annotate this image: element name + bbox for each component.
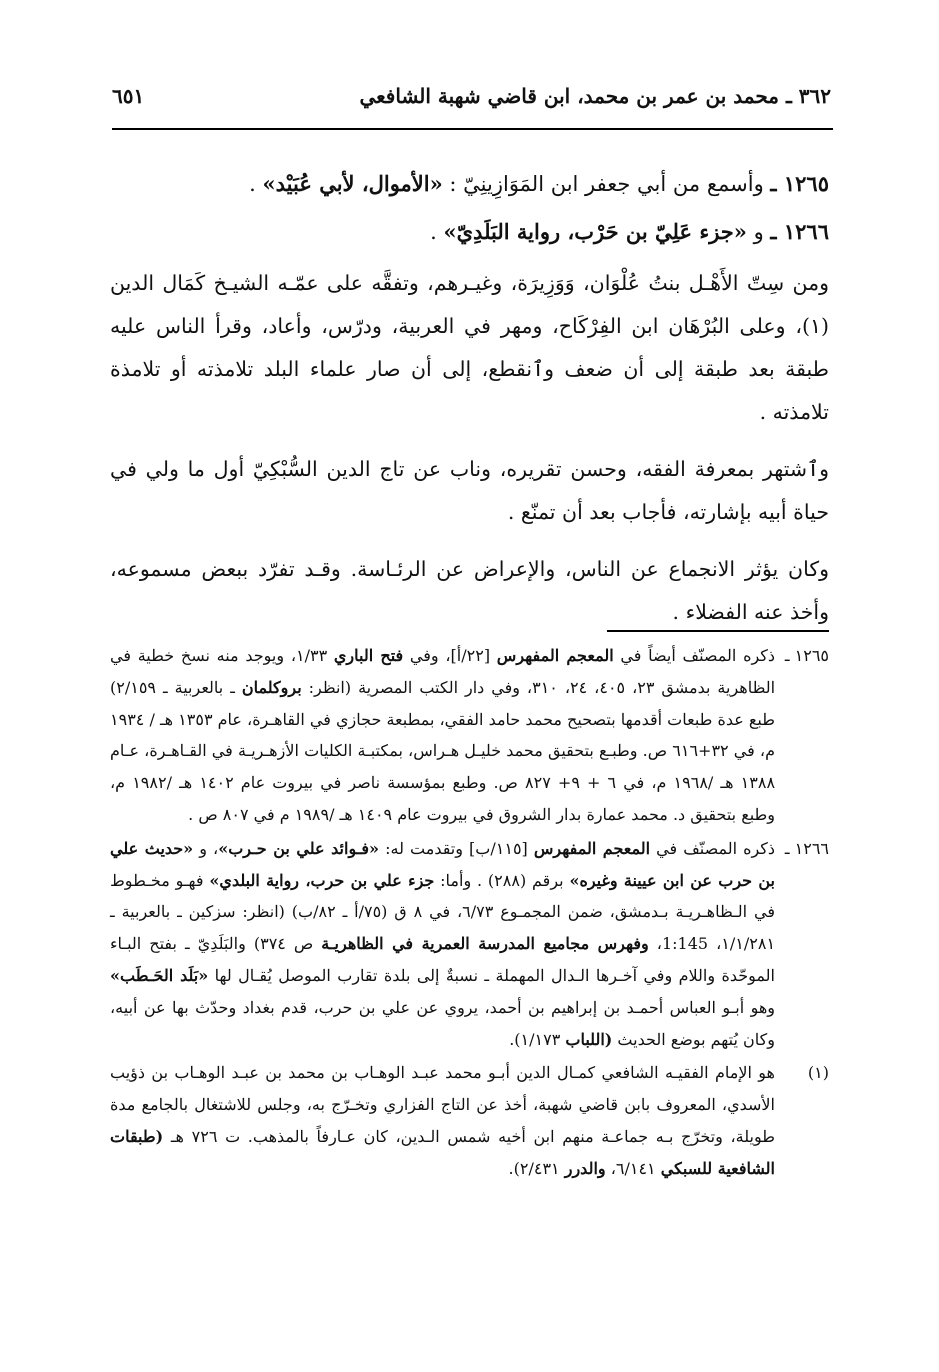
entry-1265 (110, 160, 829, 208)
footnote-citation: والدرر (564, 1158, 606, 1178)
footnote-body (110, 1063, 775, 1177)
header-title: ٣٦٢ ـ محمد بن عمر بن محمد، ابن قاضي شهبة الشافعي (359, 84, 831, 108)
footnote-text: وهو أبـو العباس أحمـد بن إبراهيم بن أحمد، يروي عن علي بن حرب، قدم بغداد وحدّث بها عن أبيه، وكان يُتهم بوضع الحديث (110, 997, 775, 1049)
footnote-text: [١١٥/ب] وتقدمت له: (379, 838, 534, 858)
footnote-text: ذكره المصنّف في (650, 838, 776, 858)
page-number: ٦٥١ (112, 84, 145, 108)
footnote-text: فهـو مخـطوط في الـظاهـريـة بـدمشق، ضمن المجمـوع ٦/٧٣، في ٨ ق (٧٥/أ ـ ٨٢/ب) (انظر: سزكين ـ بالعربية ـ ١/١/٢٨١، 1:145، (110, 870, 776, 954)
footnote-text: ص ٣٧٤) والبَلَدِيّ ـ بفتح البـاء الموحّدة واللام وفي آخـرها الـدال المهملة ـ نسبةٌ إلى بلدة تقارب الموصل يُقـال لها (110, 934, 776, 985)
footnote-citation: «حديث علي بن حرب عن ابن عيينة وغيره» (110, 838, 776, 890)
paragraph-fiqh: وٱشتهر بمعرفة الفقه، وحسن تقريره، وناب عن تاج الدين السُّبْكِيّ أول ما ولي في حياة أبيه بإشارته، فأجاب بعد أن تمنّع . (110, 457, 829, 524)
main-text (110, 160, 829, 634)
footnote-number: ١٢٦٥ ـ (784, 646, 829, 665)
footnote-text: برقم (٢٨٨) . وأما: (434, 870, 570, 890)
footnote-citation: المعجم المفهرس (533, 838, 651, 858)
entry-text-end: . (430, 220, 444, 244)
running-header (112, 84, 831, 124)
footnote-text: ٦/١٤١، (605, 1158, 661, 1178)
footnote-1266 (110, 833, 829, 1056)
footnote-text: ١/١٧٣). (509, 1029, 566, 1049)
entry-number: ١٢٦٥ ـ (770, 171, 829, 196)
footnote-text: ذكره المصنّف أيضاً في (613, 646, 776, 665)
footnote-citation: «فـوائد علي بن حـرب» (218, 838, 380, 858)
entry-number: ١٢٦٦ ـ (770, 219, 829, 244)
footnote-text: ١/٣٣، ويوجد منه نسخ خطية في الظاهرية بدمشق ٢٣، ٤٠٥، ٢٤، ٣١٠، وفي دار الكتب المصرية (انظر: (110, 646, 776, 697)
footnote-number: (١) (807, 1063, 829, 1083)
entry-text: وأسمع من أبي جعفر ابن المَوَازِينِيّ : (442, 172, 764, 196)
entry-1266 (110, 208, 829, 256)
footnote-text: ٢/٤٣١). (508, 1158, 565, 1178)
entry-text: و (746, 220, 764, 244)
footnotes-section (110, 640, 829, 1187)
paragraph-teachers: ومن سِتّ الأَهْـل بنتُ عُلْوَان، وَوَزِيرَة، وغيـرهم، وتفقَّه على عمّـه الشيـخ كَمَال الدين (١)، وعلى البُرْهَان ابن الفِرْكَاح، ومهر في العربية، ودرّس، وأعاد، وقرأ الناس عليه طبقة بعد طبقة إلى أن ضعف وٱنقطع، إلى أن صار علماء البلد تلامذته أو تلامذة تلامذته . (110, 271, 829, 424)
entry-book-title: «جزء عَلِيّ بن حَرْب، رواية البَلَدِيّ» (443, 219, 747, 244)
footnote-citation: فتح الباري (333, 646, 404, 665)
paragraph-character: وكان يؤثر الانجماع عن الناس، والإعراض عن الرئـاسة. وقـد تفرّد ببعض مسموعه، وأخذ عنه الفضلاء . (110, 557, 829, 624)
footnote-1 (110, 1057, 829, 1184)
footnote-text: [٢٢/أ]، وفي (403, 646, 497, 665)
footnote-citation: المعجم المفهرس (496, 646, 614, 665)
footnote-text: ـ بالعربية ـ ٢/١٥٩) طبع عدة طبعات أقدمها بتصحيح محمد حامد الفقي، بمطبعة حجازي في القاهـرة، عام ١٣٥٣ هـ / ١٩٣٤ م، في ٣٢+٦١٦ ص. وطبـع بتحقيق محمد خليـل هـراس، بمكتبـة الكليات الأزهـريـة في القـاهـرة، عـام ١٣٨٨ هـ /١٩٦٨ م، في ٦ + ٩+ ٨٢٧ ص. وطبع بمؤسسة ناصر في بيروت عام ١٤٠٢ هـ /١٩٨٢ م، وطبع بتحقيق د. محمد عمارة بدار الشروق في بيروت عام ١٤٠٩ هـ /١٩٨٩ م في ٨٠٧ ص . (110, 677, 776, 824)
footnote-citation: وفهرس مجاميع المدرسة العمرية في الظاهريـة (321, 934, 649, 954)
entry-text-end: . (249, 172, 263, 196)
footnote-divider (607, 630, 829, 632)
footnote-body (110, 646, 775, 824)
footnote-body (110, 839, 775, 1049)
footnote-text: هو الإمام الفقيـه الشافعي كمـال الدين أبـو محمد عبـد الوهـاب بن محمد بن عبـد الوهـاب بن ذؤيب الأسدي، المعروف بابن قاضي شهبة، أخذ عن التاج الفزاري وتخـرّج به، وجلس للاشتغال بالجامع مدة طويلة، وتخرّج بـه جماعـة منهم ابن أخيه شمس الـدين، كان عـارفاً بالمذهب. ت ٧٢٦ هـ (110, 1063, 775, 1146)
entry-book-title: «الأموال، لأبي عُبَيْد» (262, 171, 443, 196)
footnote-citation: «بَلَد الحَـطَب» (110, 965, 209, 985)
footnote-number: ١٢٦٦ ـ (784, 838, 829, 858)
footnote-citation: (اللباب (565, 1029, 613, 1049)
header-divider (112, 128, 833, 130)
footnote-citation: بروكلمان (241, 677, 302, 697)
footnote-text: ، و (193, 838, 219, 858)
footnote-1265 (110, 640, 829, 831)
footnote-citation: جزء علي بن حرب، رواية البلدي» (209, 870, 435, 890)
footnote-citation: (طبقات الشافعية للسبكي (110, 1126, 775, 1178)
